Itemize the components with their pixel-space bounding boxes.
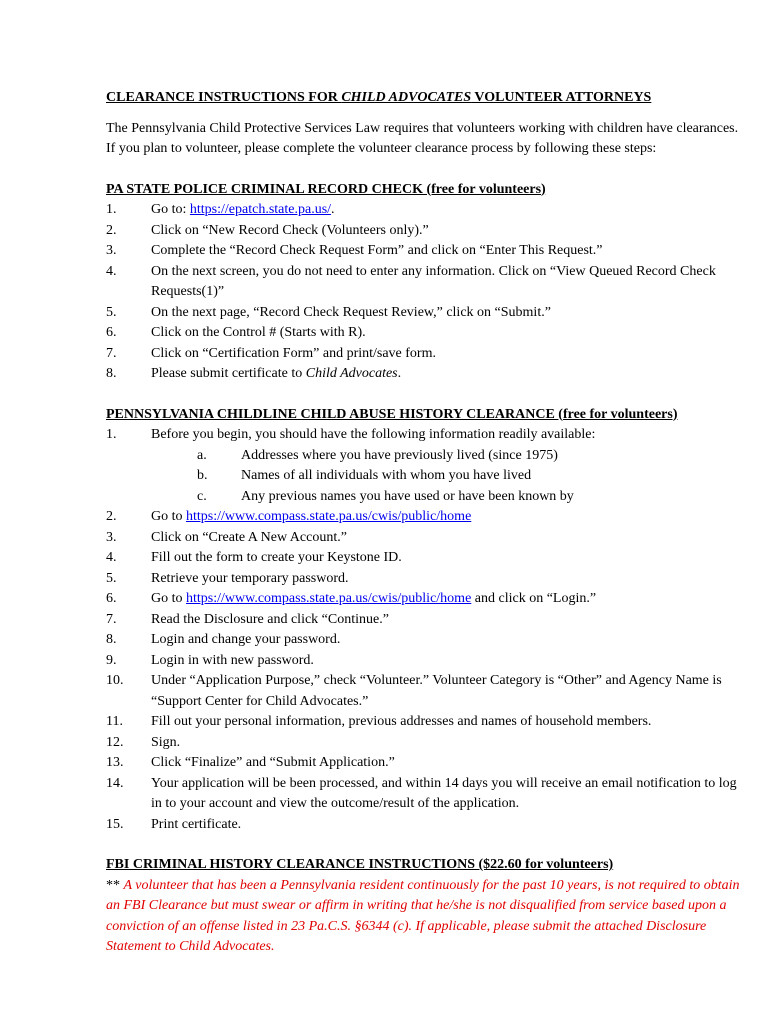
compass-link[interactable]: https://www.compass.state.pa.us/cwis/public/home: [186, 509, 472, 524]
compass-login-link[interactable]: https://www.compass.state.pa.us/cwis/public/home: [186, 591, 472, 606]
list-item: 11. Fill out your personal information, previous addresses and names of household members.: [106, 714, 652, 729]
sub-list-item: c. Any previous names you have used or have been known by: [197, 488, 574, 504]
list-item: 12. Sign.: [106, 734, 181, 750]
intro-paragraph: The Pennsylvania Child Protective Services Law requires that volunteers working with children have clearances. If you plan to volunteer, please complete the volunteer clearance process by following these steps:: [106, 120, 739, 156]
list-item: 7. Read the Disclosure and click “Continue.”: [106, 611, 389, 627]
list-item: 8. Login and change your password.: [106, 632, 341, 647]
note-text: A volunteer that has been a Pennsylvania resident continuously for the past 10 years, is not required to obtain an FBI Clearance but must swear or affirm in writing that he/she is not disqualified from service based upon a conviction of an offense listed in 23 Pa.C.S. §6344 (c). If applicable, please submit the attached Disclosure Statement to Child Advocates.: [106, 877, 740, 954]
list-item: 10. Under “Application Purpose,” check “Volunteer.” Volunteer Category is “Other” and Agency Name is “Support Center for Child Advocates.”: [106, 673, 722, 709]
sub-list-item: b. Names of all individuals with whom you have lived: [197, 468, 532, 483]
list-item: 13. Click “Finalize” and “Submit Application.”: [106, 755, 395, 770]
list-item: 2. Click on “New Record Check (Volunteers only).”: [106, 222, 429, 238]
fbi-section: [106, 855, 746, 958]
list-item: 7. Click on “Certification Form” and print/save form.: [106, 345, 436, 361]
list-item: 3. Click on “Create A New Account.”: [106, 529, 347, 545]
pa-state-police-steps: [106, 200, 746, 385]
childline-substeps: [106, 446, 746, 508]
list-item: 5. On the next page, “Record Check Request Review,” click on “Submit.”: [106, 304, 551, 320]
list-item: 8. Please submit certificate to Child Advocates.: [106, 366, 402, 381]
list-item: 3. Complete the “Record Check Request Form” and click on “Enter This Request.”: [106, 243, 603, 258]
document-body: [106, 88, 746, 958]
list-item: 5. Retrieve your temporary password.: [106, 570, 349, 586]
fbi-exemption-note: [106, 876, 746, 958]
pa-state-police-section: [106, 180, 746, 385]
section-heading-childline: PENNSYLVANIA CHILDLINE CHILD ABUSE HISTORY CLEARANCE (free for volunteers): [106, 406, 678, 422]
list-item: 1. Go to: https://epatch.state.pa.us/.: [106, 202, 335, 217]
section-heading-pa-state-police: PA STATE POLICE CRIMINAL RECORD CHECK (free for volunteers): [106, 181, 546, 197]
epatch-link[interactable]: https://epatch.state.pa.us/: [189, 202, 332, 217]
section-heading-fbi: FBI CRIMINAL HISTORY CLEARANCE INSTRUCTIONS ($22.60 for volunteers): [106, 857, 614, 872]
childline-steps: [106, 425, 746, 446]
childline-steps-continued: [106, 507, 746, 835]
childline-section: [106, 405, 746, 836]
list-item: 2. Go to https://www.compass.state.pa.us/cwis/public/home: [106, 509, 472, 524]
list-item: 6. Go to https://www.compass.state.pa.us/cwis/public/home and click on “Login.”: [106, 591, 597, 606]
page-title: CLEARANCE INSTRUCTIONS FOR CHILD ADVOCATES VOLUNTEER ATTORNEYS: [106, 90, 652, 105]
list-item: 15. Print certificate.: [106, 816, 242, 832]
list-item: 9. Login in with new password.: [106, 652, 314, 668]
sub-list-item: a. Addresses where you have previously lived (since 1975): [197, 447, 558, 463]
list-item: 14. Your application will be been processed, and within 14 days you will receive an email notification to log in to your account and view the outcome/result of the application.: [106, 775, 737, 811]
list-item: 1. Before you begin, you should have the following information readily available:: [106, 427, 596, 442]
note-stars: **: [106, 877, 124, 893]
list-item: 4. On the next screen, you do not need to enter any information. Click on “View Queued Record Check Requests(1)”: [106, 263, 716, 299]
list-item: 4. Fill out the form to create your Keystone ID.: [106, 550, 402, 565]
list-item: 6. Click on the Control # (Starts with R).: [106, 325, 366, 340]
